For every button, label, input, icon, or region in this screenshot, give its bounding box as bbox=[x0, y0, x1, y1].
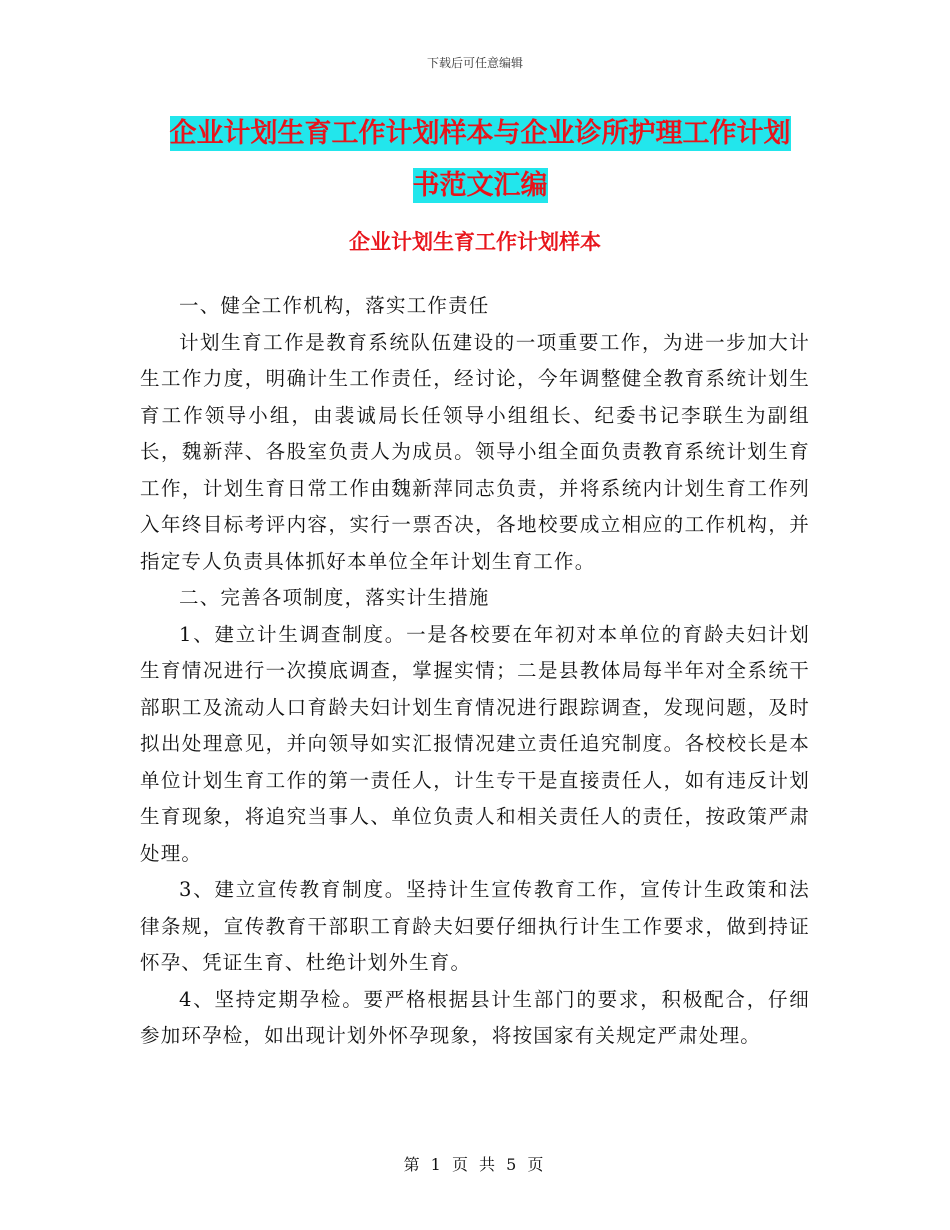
paragraph: 4、坚持定期孕检。要严格根据县计生部门的要求，积极配合，仔细参加环孕检，如出现计划外怀孕现象，将按国家有关规定严肃处理。 bbox=[140, 987, 810, 1047]
title-line-2: 书范文汇编 bbox=[412, 170, 548, 201]
paragraph: 计划生育工作是教育系统队伍建设的一项重要工作，为进一步加大计生工作力度，明确计生工作责任，经讨论，今年调整健全教育系统计划生育工作领导小组，由裴诚局长任领导小组组长、纪委书记李联生为副组长，魏新萍、各股室负责人为成员。领导小组全面负责教育系统计划生育工作，计划生育日常工作由魏新萍同志负责，并将系统内计划生育工作列入年终目标考评内容，实行一票否决，各地校要成立相应的工作机构，并指定专人负责具体抓好本单位全年计划生育工作。 bbox=[140, 330, 810, 573]
document-title bbox=[140, 108, 820, 212]
heading-1: 一、健全工作机构，落实工作责任 bbox=[179, 294, 490, 317]
section-title: 企业计划生育工作计划样本 bbox=[349, 230, 601, 254]
heading-2: 二、完善各项制度，落实计生措施 bbox=[179, 586, 490, 609]
title-line-1: 企业计划生育工作计划样本与企业诊所护理工作计划 bbox=[169, 118, 791, 149]
header-note: 下载后可任意编辑 bbox=[426, 56, 523, 70]
page-footer: 第 1 页 共 5 页 bbox=[403, 1155, 547, 1174]
document-body bbox=[140, 288, 810, 1055]
paragraph: 1、建立计生调查制度。一是各校要在年初对本单位的育龄夫妇计划生育情况进行一次摸底调查，掌握实情；二是县教体局每半年对全系统干部职工及流动人口育龄夫妇计划生育情况进行跟踪调查，发现问题，及时拟出处理意见，并向领导如实汇报情况建立责任追究制度。各校校长是本单位计划生育工作的第一责任人，计生专干是直接责任人，如有违反计划生育现象，将追究当事人、单位负责人和相关责任人的责任，按政策严肃处理。 bbox=[140, 622, 810, 865]
paragraph: 3、建立宣传教育制度。坚持计生宣传教育工作，宣传计生政策和法律条规，宣传教育干部职工育龄夫妇要仔细执行计生工作要求，做到持证怀孕、凭证生育、杜绝计划外生育。 bbox=[140, 878, 810, 974]
